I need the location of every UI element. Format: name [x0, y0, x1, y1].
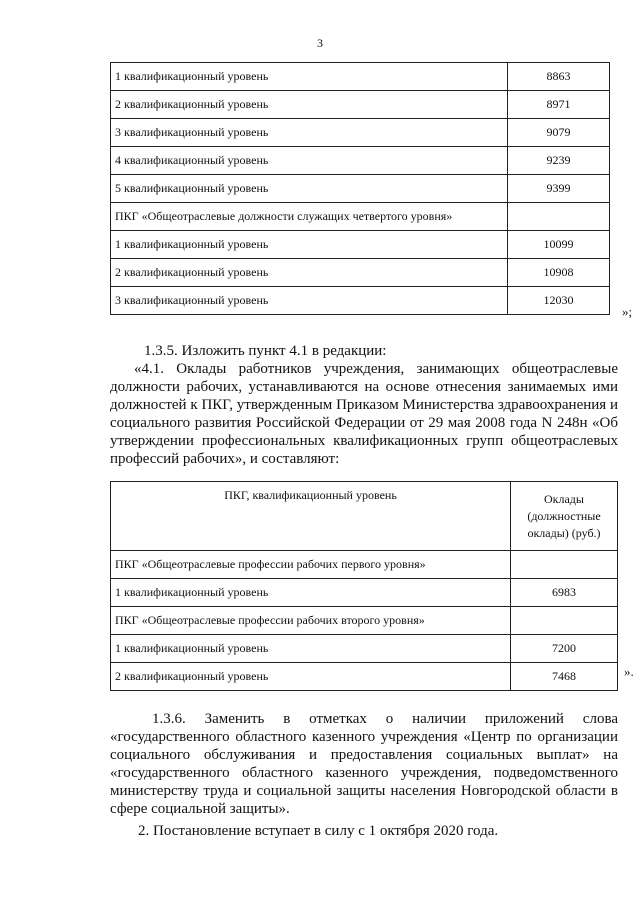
row-label: 2 квалификационный уровень	[111, 259, 508, 287]
page-number: 3	[317, 36, 323, 50]
table-row	[111, 663, 618, 691]
table-row	[111, 175, 610, 203]
table1-closing-quote: »;	[622, 304, 633, 319]
row-salary-value: 8971	[508, 91, 610, 119]
row-salary-value: 10099	[508, 231, 610, 259]
row-salary-value: 7200	[511, 635, 618, 663]
row-salary-value: 12030	[508, 287, 610, 315]
row-label: 4 квалификационный уровень	[111, 147, 508, 175]
section-2: 2. Постановление вступает в силу с 1 октября 2020 года.	[138, 823, 499, 839]
table2-header-right-line3: оклады) (руб.)	[527, 525, 601, 540]
table-row	[111, 635, 618, 663]
table-row	[111, 91, 610, 119]
table-row	[111, 63, 610, 91]
table2-header-left: ПКГ, квалификационный уровень	[111, 482, 511, 551]
row-salary-value: 7468	[511, 663, 618, 691]
table-row	[111, 259, 610, 287]
table2-header-right-line2: (должностные	[527, 508, 601, 523]
table2-header-row	[111, 482, 618, 551]
row-label: ПКГ «Общеотраслевые должности служащих четвертого уровня»	[111, 203, 508, 231]
row-salary-value	[511, 551, 618, 579]
row-label: 3 квалификационный уровень	[111, 119, 508, 147]
row-salary-value: 9079	[508, 119, 610, 147]
row-salary-value: 8863	[508, 63, 610, 91]
table-row	[111, 231, 610, 259]
row-label: 2 квалификационный уровень	[111, 91, 508, 119]
section-1-3-5-body: «4.1. Оклады работников учреждения, занимающих общеотраслевые должности рабочих, устанавливаются на основе отнесения занимаемых ими должностей к ПКГ, утвержденным Приказом Министерства здравоохранения и социального развития Российской Федерации от 29 мая 2008 года N 248н «Об утверждении профессиональных квалификационных групп общеотраслевых профессий рабочих», и составляют:	[110, 361, 618, 467]
row-salary-value: 10908	[508, 259, 610, 287]
row-label: ПКГ «Общеотраслевые профессии рабочих первого уровня»	[111, 551, 511, 579]
row-label: 1 квалификационный уровень	[111, 579, 511, 607]
row-salary-value	[508, 203, 610, 231]
row-salary-value: 6983	[511, 579, 618, 607]
table-row	[111, 579, 618, 607]
row-label: ПКГ «Общеотраслевые профессии рабочих второго уровня»	[111, 607, 511, 635]
table-row	[111, 287, 610, 315]
table2-header-right	[511, 482, 618, 551]
row-salary-value	[511, 607, 618, 635]
salary-table-1	[110, 62, 610, 315]
table-row	[111, 607, 618, 635]
table2-header-right-line1: Оклады	[544, 491, 584, 506]
row-label: 1 квалификационный уровень	[111, 231, 508, 259]
row-label: 1 квалификационный уровень	[111, 63, 508, 91]
row-salary-value: 9239	[508, 147, 610, 175]
section-1-3-5-heading: 1.3.5. Изложить пункт 4.1 в редакции:	[144, 343, 387, 359]
row-label: 5 квалификационный уровень	[111, 175, 508, 203]
row-label: 3 квалификационный уровень	[111, 287, 508, 315]
table-row	[111, 203, 610, 231]
table2-closing-quote: ».	[624, 664, 634, 679]
row-salary-value: 9399	[508, 175, 610, 203]
salary-table-2	[110, 481, 618, 691]
section-1-3-6: 1.3.6. Заменить в отметках о наличии приложений слова «государственного областного казенного учреждения «Центр по организации социального обслуживания и предоставления социальных выплат» на «государственного областного казенного учреждения, подведомственного министерству труда и социальной защиты населения Новгородской области в сфере социальной защиты».	[110, 711, 618, 817]
row-label: 1 квалификационный уровень	[111, 635, 511, 663]
row-label: 2 квалификационный уровень	[111, 663, 511, 691]
table-row	[111, 147, 610, 175]
table-row	[111, 551, 618, 579]
table-row	[111, 119, 610, 147]
